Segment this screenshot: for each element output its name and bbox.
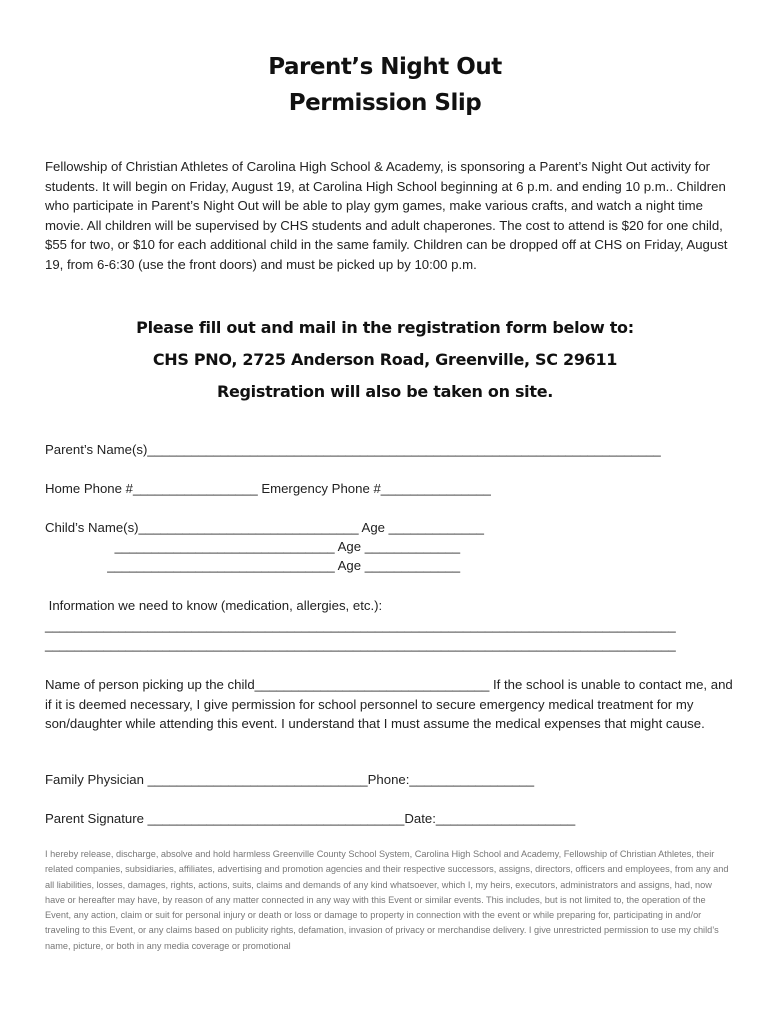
info-line-1: ______________________________________________________________________________________ xyxy=(45,618,676,633)
parent-signature-field: Parent Signature ___________________________________Date:___________________ xyxy=(45,811,576,826)
document-title: Parent’s Night Out xyxy=(268,54,502,80)
mail-instruction: Please fill out and mail in the registration form below to: xyxy=(136,318,634,337)
info-line-2: ______________________________________________________________________________________ xyxy=(45,637,676,652)
intro-paragraph: Fellowship of Christian Athletes of Carolina High School & Academy, is sponsoring a Parent’s Night Out activity for students. It will begin on Friday, August 19, at Carolina High School beginning at 6 p.m. and ending 10 p.m.. Children who participate in Parent’s Night Out will be able to play gym games, make various crafts, and watch a night time movie. All children will be supervised by CHS students and adult chaperones. The cost to attend is $20 for one child, $55 for two, or $10 for each additional child in the same family. Children can be dropped off at CHS on Friday, August 19, from 6-6:30 (use the front doors) and must be picked up by 10:00 p.m. xyxy=(45,159,728,272)
info-label: Information we need to know (medication, allergies, etc.): xyxy=(45,598,383,613)
phone-fields: Home Phone #_________________ Emergency Phone #_______________ xyxy=(45,481,491,496)
family-physician-field: Family Physician ______________________________Phone:_________________ xyxy=(45,772,535,787)
release-paragraph: I hereby release, discharge, absolve and hold harmless Greenville County School System, Carolina High School and Academy, Fellowship of Christian Athletes, their related companies, subsidiaries, affiliates, advertising and promotion agencies and their respective successors, assigns, directors, officers and employees, from any and all liabilities, losses, damages, rights, actions, suits, claims and demands of any kind whatsoever, which I, my heirs, executors, administrators and assigns, had, now have or hereafter may have, by reason of any matter connected in any way with this Event or similar events. This includes, but is not limited to, the operation of the Event, any action, claim or suit for personal injury or death or loss or damage to property in connection with the event or while preparing for, participating in and/or traveling to this Event, or any claims based on publicity rights, defamation, invasion of privacy or merchandise delivery. I give unrestricted permission to use my child’s name, picture, or both in any media coverage or promotional xyxy=(45,849,729,951)
child-name-field-1: Child’s Name(s)______________________________ Age _____________ xyxy=(45,520,484,535)
child-name-field-3: _______________________________ Age _____________ xyxy=(45,558,461,573)
child-name-field-2: ______________________________ Age _____________ xyxy=(45,539,461,554)
onsite-registration-note: Registration will also be taken on site. xyxy=(216,382,554,401)
pickup-permission-paragraph: Name of person picking up the child________________________________ If the school is unable to contact me, and if it is deemed necessary, I give permission for school personnel to secure emergency medical treatment for my son/daughter while attending this event. I understand that I must assume the medical expenses that might cause. xyxy=(45,677,733,731)
mail-address: CHS PNO, 2725 Anderson Road, Greenville, SC 29611 xyxy=(152,350,618,369)
parents-name-field: Parent’s Name(s)______________________________________________________________________ xyxy=(45,442,661,457)
document-subtitle: Permission Slip xyxy=(288,90,482,116)
